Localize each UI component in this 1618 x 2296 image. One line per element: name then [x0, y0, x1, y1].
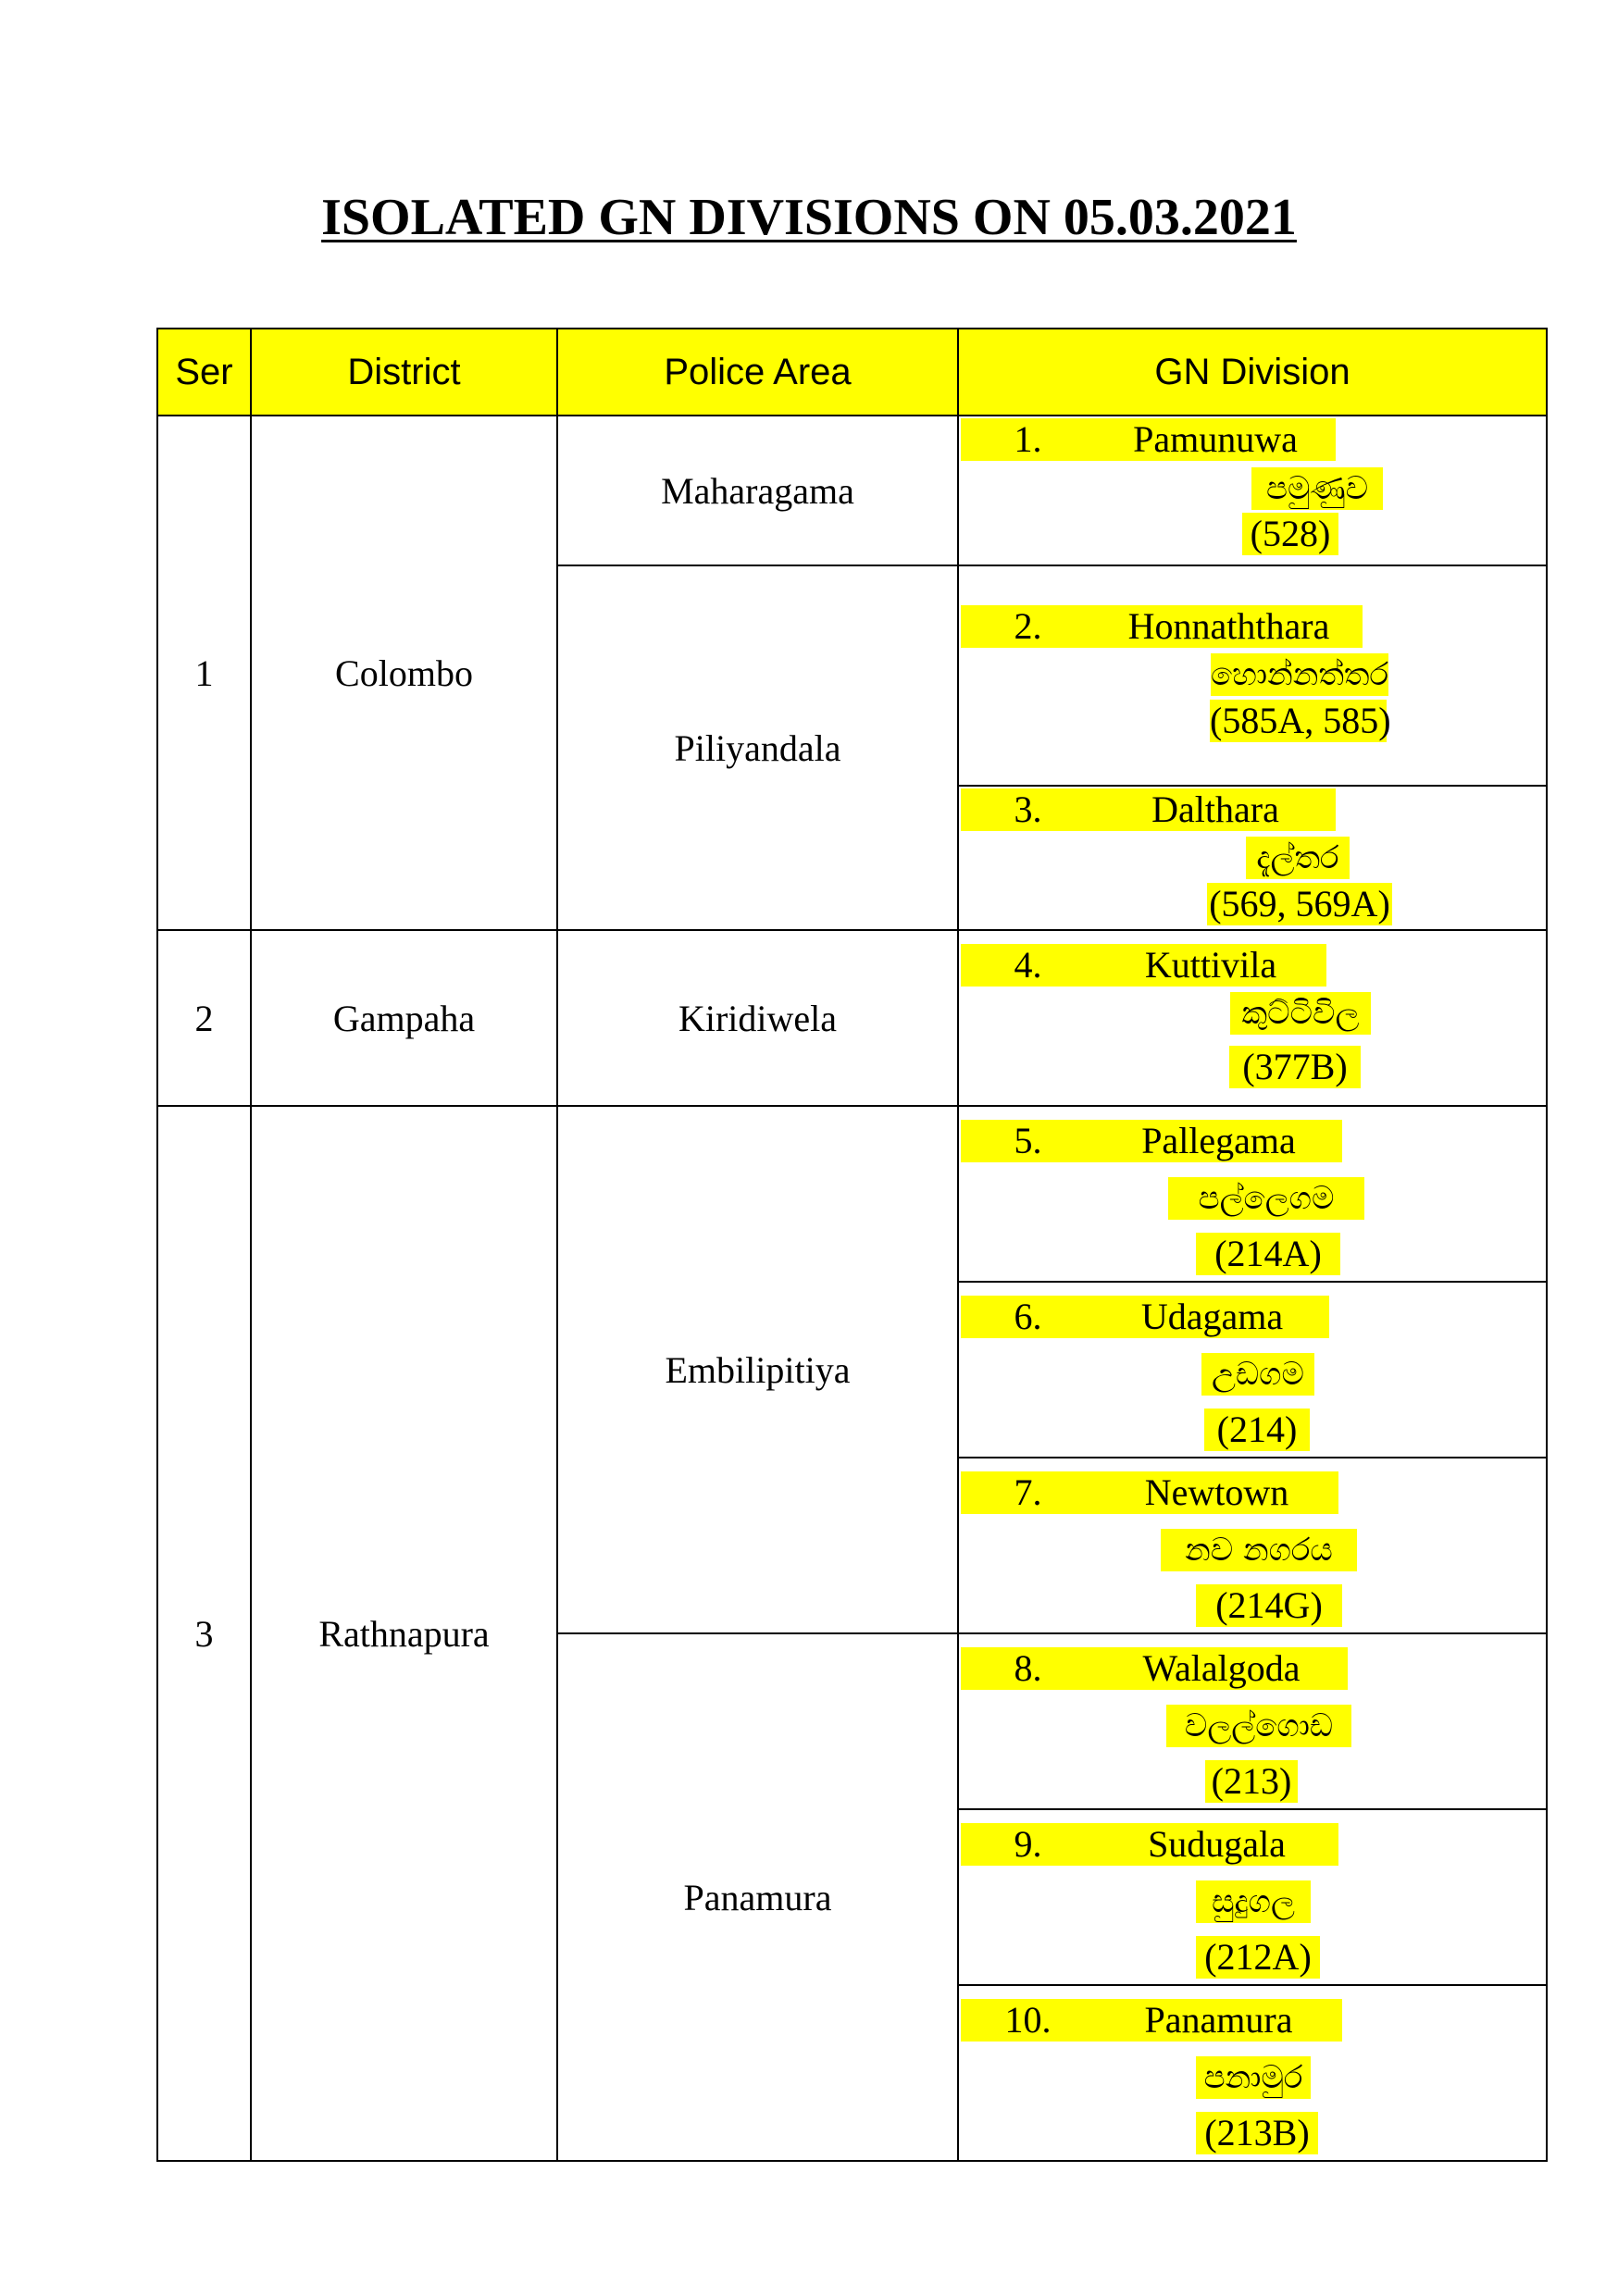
gn-number: 8. — [961, 1647, 1099, 1690]
gn-sinhala-name: කුට්ටිවිල — [1230, 992, 1371, 1035]
ser-cell: 3 — [157, 1106, 251, 2161]
gn-code: (212A) — [1196, 1936, 1320, 1979]
gn-name: Honnaththara — [1095, 605, 1363, 648]
gn-division-cell — [958, 1985, 1547, 2161]
gn-sinhala-name: හොන්නත්තර — [1211, 653, 1388, 696]
gn-name: Pamunuwa — [1095, 418, 1336, 461]
table-row — [157, 930, 1547, 1106]
header-district: District — [251, 329, 557, 416]
gn-division-cell — [958, 416, 1547, 565]
gn-number: 5. — [961, 1120, 1099, 1162]
table-row — [157, 1106, 1547, 1282]
gn-code: (214) — [1204, 1409, 1310, 1451]
gn-division-cell — [958, 1106, 1547, 1282]
gn-name: Sudugala — [1095, 1823, 1338, 1866]
gn-name: Panamura — [1095, 1999, 1342, 2042]
header-ser: Ser — [157, 329, 251, 416]
gn-number: 10. — [961, 1999, 1099, 2042]
gn-sinhala-name: නව නගරය — [1161, 1529, 1357, 1571]
gn-sinhala-name: පනාමුර — [1196, 2056, 1311, 2099]
gn-division-cell — [958, 1633, 1547, 1809]
header-gn-division: GN Division — [958, 329, 1547, 416]
gn-code: (569, 569A) — [1207, 883, 1392, 925]
gn-name: Dalthara — [1095, 788, 1336, 831]
gn-division-cell — [958, 930, 1547, 1106]
gn-sinhala-name: සුදුගල — [1196, 1880, 1311, 1923]
gn-number: 7. — [961, 1471, 1099, 1514]
ser-cell: 2 — [157, 930, 251, 1106]
police-area-cell: Panamura — [557, 1633, 958, 2161]
table-header-row — [157, 329, 1547, 416]
gn-sinhala-name: දැල්තර — [1246, 837, 1350, 879]
gn-number: 6. — [961, 1296, 1099, 1338]
police-area-cell: Piliyandala — [557, 565, 958, 930]
gn-division-cell — [958, 1282, 1547, 1458]
district-cell: Rathnapura — [251, 1106, 557, 2161]
police-area-cell: Embilipitiya — [557, 1106, 958, 1633]
gn-number: 3. — [961, 788, 1099, 831]
gn-divisions-table — [156, 328, 1548, 2162]
police-area-cell: Maharagama — [557, 416, 958, 565]
gn-code: (214G) — [1196, 1584, 1342, 1627]
gn-code: (377B) — [1229, 1046, 1361, 1088]
gn-division-cell — [958, 1809, 1547, 1985]
gn-name: Walalgoda — [1095, 1647, 1348, 1690]
gn-name: Kuttivila — [1095, 944, 1326, 987]
gn-division-cell — [958, 565, 1547, 786]
gn-division-cell — [958, 786, 1547, 930]
table-row — [157, 416, 1547, 565]
police-area-cell: Kiridiwela — [557, 930, 958, 1106]
gn-number: 9. — [961, 1823, 1099, 1866]
gn-name: Newtown — [1095, 1471, 1338, 1514]
ser-cell: 1 — [157, 416, 251, 930]
gn-number: 4. — [961, 944, 1099, 987]
gn-number: 1. — [961, 418, 1099, 461]
gn-code: (214A) — [1196, 1233, 1340, 1275]
gn-sinhala-name: වලල්ගොඩ — [1166, 1705, 1351, 1747]
district-cell: Gampaha — [251, 930, 557, 1106]
gn-number: 2. — [961, 605, 1099, 648]
district-cell: Colombo — [251, 416, 557, 930]
header-police-area: Police Area — [557, 329, 958, 416]
gn-code: (213B) — [1196, 2112, 1318, 2154]
gn-name: Udagama — [1095, 1296, 1329, 1338]
gn-sinhala-name: උඩගම — [1201, 1353, 1314, 1396]
gn-code: (585A, 585) — [1210, 700, 1391, 741]
gn-sinhala-name: පල්ලෙගම — [1168, 1177, 1364, 1220]
gn-division-cell — [958, 1458, 1547, 1633]
gn-code: (213) — [1205, 1760, 1298, 1803]
gn-name: Pallegama — [1095, 1120, 1342, 1162]
gn-sinhala-name: පමුණුව — [1251, 467, 1383, 510]
page-title: ISOLATED GN DIVISIONS ON 05.03.2021 — [321, 189, 1297, 246]
gn-code: (528) — [1242, 513, 1338, 555]
